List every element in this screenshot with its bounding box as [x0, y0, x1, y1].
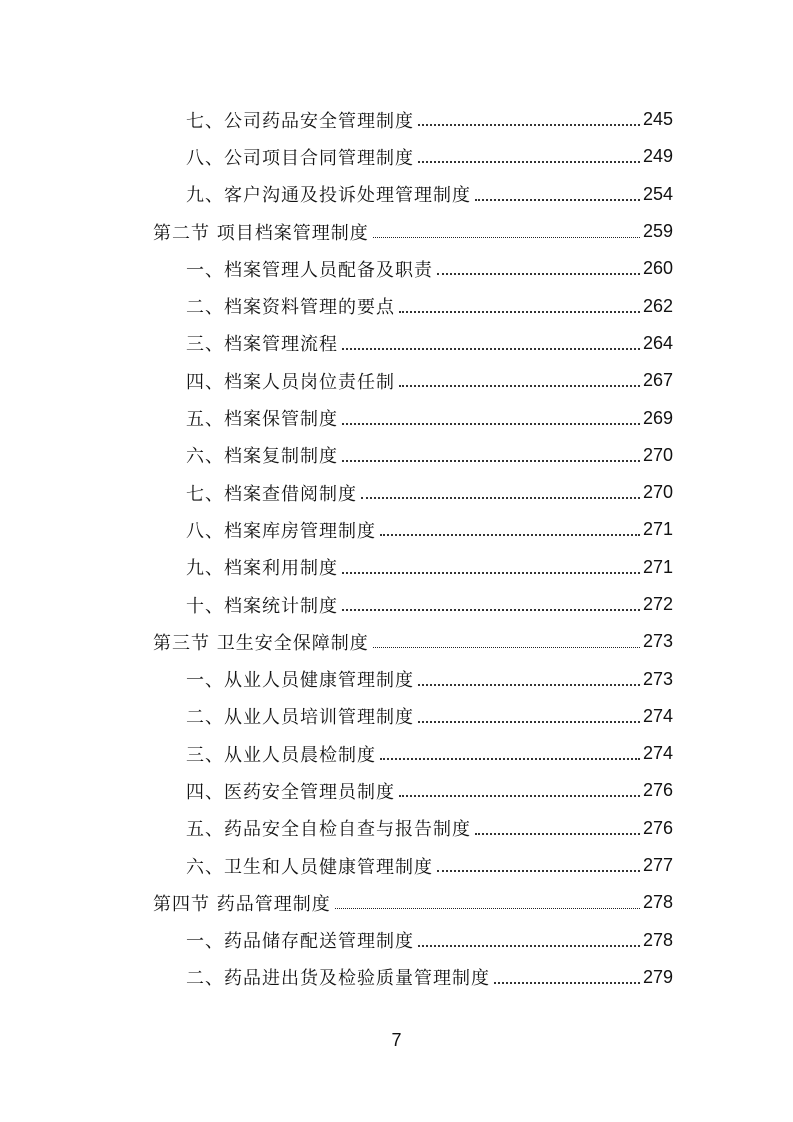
toc-entry-page: 278 — [642, 892, 673, 913]
dot-leader — [475, 198, 640, 201]
dot-leader — [418, 123, 640, 126]
dot-leader — [418, 160, 640, 163]
toc-entry[interactable] — [0, 474, 793, 511]
toc-entry[interactable] — [0, 735, 793, 772]
dot-leader — [380, 533, 640, 536]
toc-entry-page: 249 — [642, 146, 673, 167]
dot-leader — [399, 310, 640, 313]
toc-entry[interactable] — [0, 101, 793, 138]
toc-entry-title: 八、公司项目合同管理制度 — [186, 147, 414, 169]
toc-entry-page: 279 — [642, 966, 673, 987]
dot-leader — [342, 347, 640, 350]
toc-entry-title: 一、从业人员健康管理制度 — [186, 670, 414, 692]
toc-entry[interactable] — [0, 325, 793, 362]
toc-entry-page: 273 — [642, 631, 673, 652]
dot-leader — [335, 907, 640, 909]
toc-entry[interactable] — [0, 138, 793, 175]
toc-entry-page: 278 — [642, 929, 673, 950]
toc-entry-title: 九、客户沟通及投诉处理管理制度 — [186, 185, 471, 207]
toc-entry[interactable] — [0, 922, 793, 959]
toc-entry-page: 267 — [642, 370, 673, 391]
toc-entry-page: 260 — [642, 258, 673, 279]
toc-entry[interactable] — [0, 511, 793, 548]
toc-entry-title: 三、档案管理流程 — [186, 334, 338, 356]
toc-entry[interactable] — [0, 772, 793, 809]
toc-entry-page: 245 — [642, 109, 673, 130]
dot-leader — [418, 720, 640, 723]
toc-entry-page: 271 — [642, 519, 673, 540]
toc-entry-title: 二、档案资料管理的要点 — [186, 297, 395, 319]
toc-entry[interactable] — [0, 549, 793, 586]
toc-entry-title: 六、档案复制制度 — [186, 446, 338, 468]
dot-leader — [373, 646, 640, 648]
toc-entry-page: 272 — [642, 594, 673, 614]
table-of-contents — [0, 101, 793, 996]
dot-leader — [380, 757, 640, 760]
toc-entry-title: 十、档案统计制度 — [186, 595, 338, 617]
toc-entry[interactable] — [0, 362, 793, 399]
toc-entry-page: 274 — [642, 705, 673, 726]
toc-entry[interactable] — [0, 176, 793, 213]
toc-entry-page: 274 — [642, 743, 673, 764]
toc-entry-title: 七、档案查借阅制度 — [186, 483, 357, 505]
toc-entry-title: 七、公司药品安全管理制度 — [186, 110, 414, 132]
toc-section-entry[interactable] — [0, 623, 793, 660]
dot-leader — [437, 272, 640, 275]
dot-leader — [437, 869, 640, 872]
toc-entry-title: 九、档案利用制度 — [186, 558, 338, 580]
toc-entry[interactable] — [0, 586, 793, 623]
toc-entry[interactable] — [0, 399, 793, 436]
toc-entry-page: 276 — [642, 817, 673, 838]
dot-leader — [418, 683, 640, 686]
dot-leader — [342, 608, 640, 611]
toc-entry[interactable] — [0, 437, 793, 474]
toc-entry-title: 八、档案库房管理制度 — [186, 520, 376, 542]
toc-section-entry[interactable] — [0, 884, 793, 921]
dot-leader — [418, 944, 640, 947]
dot-leader — [475, 832, 640, 835]
toc-entry[interactable] — [0, 287, 793, 324]
dot-leader — [342, 571, 640, 574]
toc-entry-title: 一、档案管理人员配备及职责 — [186, 259, 433, 281]
toc-entry-page: 262 — [642, 295, 673, 316]
dot-leader — [399, 384, 640, 387]
toc-entry-page: 264 — [642, 332, 673, 353]
toc-section-entry[interactable] — [0, 213, 793, 250]
dot-leader — [361, 496, 640, 499]
toc-entry-page: 254 — [642, 183, 673, 204]
dot-leader — [494, 981, 640, 984]
page-number: 7 — [391, 1030, 402, 1050]
toc-entry-page: 270 — [642, 482, 673, 503]
dot-leader — [342, 422, 640, 425]
toc-entry[interactable] — [0, 660, 793, 697]
toc-entry-title: 五、药品安全自检自查与报告制度 — [186, 819, 471, 841]
toc-entry[interactable] — [0, 959, 793, 996]
dot-leader — [373, 236, 640, 238]
toc-entry-title: 第三节 卫生安全保障制度 — [153, 632, 369, 654]
toc-entry-page: 273 — [642, 668, 673, 689]
toc-entry-title: 四、档案人员岗位责任制 — [186, 371, 395, 393]
toc-entry-page: 270 — [642, 444, 673, 465]
toc-entry-page: 277 — [642, 855, 673, 876]
toc-entry-title: 二、从业人员培训管理制度 — [186, 707, 414, 729]
toc-entry-page: 259 — [642, 221, 673, 242]
toc-entry[interactable] — [0, 847, 793, 884]
toc-entry-title: 五、档案保管制度 — [186, 409, 338, 431]
toc-entry-title: 四、医药安全管理员制度 — [186, 781, 395, 803]
toc-entry[interactable] — [0, 810, 793, 847]
toc-entry-title: 六、卫生和人员健康管理制度 — [186, 856, 433, 878]
toc-entry[interactable] — [0, 698, 793, 735]
toc-entry-title: 一、药品储存配送管理制度 — [186, 931, 414, 953]
toc-entry-page: 276 — [642, 780, 673, 801]
toc-entry-title: 第四节 药品管理制度 — [153, 893, 331, 915]
toc-entry-page: 269 — [642, 407, 673, 428]
dot-leader — [342, 459, 640, 462]
dot-leader — [399, 794, 640, 797]
toc-entry-title: 三、从业人员晨检制度 — [186, 744, 376, 766]
toc-entry[interactable] — [0, 250, 793, 287]
toc-entry-title: 二、药品进出货及检验质量管理制度 — [186, 968, 490, 990]
toc-entry-title: 第二节 项目档案管理制度 — [153, 222, 369, 244]
toc-entry-page: 271 — [642, 556, 673, 577]
